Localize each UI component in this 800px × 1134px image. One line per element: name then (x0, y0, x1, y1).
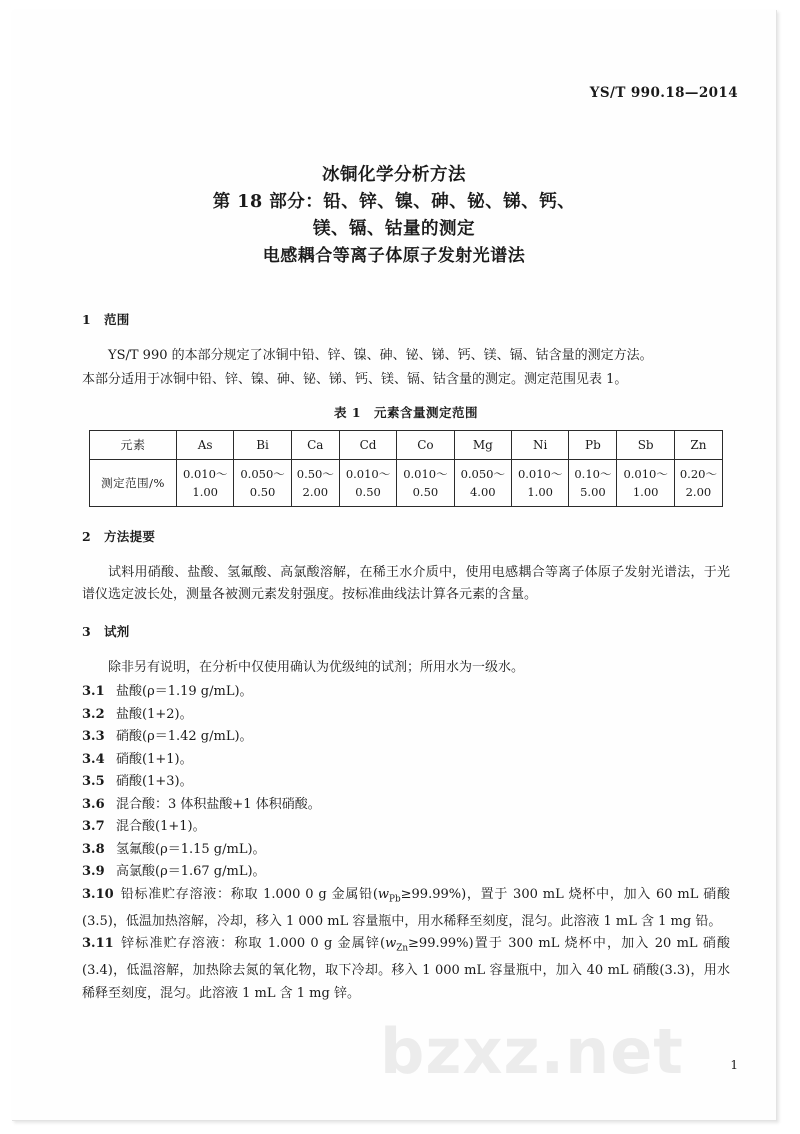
table1-range-sb (617, 460, 674, 507)
range-high-ni: 1.00 (527, 485, 553, 499)
table1-header-as: As (177, 431, 234, 460)
table1-data-rowlabel: 测定范围/% (90, 460, 177, 507)
clause-number-3: 3 (82, 624, 91, 639)
table1-header-zn: Zn (674, 431, 722, 460)
table1-header-bi: Bi (234, 431, 291, 460)
reagent-number-3-5: 3.5 (82, 774, 105, 789)
table1-range-ni (511, 460, 568, 507)
table1-range-pb (569, 460, 617, 507)
reagent-number-3-8: 3.8 (82, 841, 105, 857)
reagent-number-3-1: 3.1 (82, 684, 105, 699)
clause-title-1: 范围 (104, 312, 130, 327)
reagent-number-3-10: 3.10 (82, 886, 114, 902)
table1-range-as (177, 460, 234, 507)
page-number: 1 (730, 1058, 738, 1072)
table1-range-mg (454, 460, 511, 507)
list-item (82, 861, 730, 884)
range-high-zn: 2.00 (685, 485, 712, 499)
page-sheet (12, 10, 777, 1121)
list-item (82, 749, 730, 772)
range-high-pb: 5.00 (580, 485, 606, 499)
table1-range-zn (674, 460, 722, 507)
range-high-co: 0.50 (412, 485, 439, 499)
range-high-cd: 0.50 (355, 485, 381, 499)
table-row (90, 431, 723, 460)
table-row (90, 460, 723, 507)
reagent-number-3-4: 3.4 (82, 751, 105, 767)
range-low-cd: 0.010～ (345, 467, 391, 481)
reagent-subscript-3-11: Zn (396, 943, 409, 954)
range-low-ni: 0.010～ (517, 467, 563, 481)
range-high-as: 1.00 (192, 485, 218, 499)
table1-range-ca (291, 460, 339, 507)
range-low-zn: 0.20～ (679, 467, 717, 481)
range-low-as: 0.010～ (182, 467, 228, 481)
reagent-text-3-3: 硝酸(ρ＝1.42 g/mL)。 (116, 729, 253, 744)
reagent-symbol-3-11: w (385, 936, 397, 952)
range-low-ca: 0.50～ (296, 467, 334, 481)
range-low-bi: 0.050～ (240, 467, 285, 481)
reagent-text-3-11-part2: ≥99.99%)置于 300 mL 烧杯中，加入 20 mL 硝酸(3.4)，低温溶解，加热除去氮的氧化物，取下冷却。移入 1 000 mL 容量瓶中，加入 40 mL 硝酸(3.3)，用水稀释至刻度，混匀。此溶液 1 mL 含 1 mg 锌。 (82, 936, 730, 1001)
reagent-text-3-5: 硝酸(1+3)。 (116, 774, 193, 789)
document-body (82, 310, 730, 1005)
table1-header-ca: Ca (291, 431, 339, 460)
table1-header-sb: Sb (617, 431, 674, 460)
list-item (82, 816, 730, 839)
range-low-mg: 0.050～ (460, 467, 506, 481)
clause-title-3: 试剂 (104, 624, 130, 639)
reagent-text-3-7: 混合酸(1+1)。 (116, 819, 206, 834)
reagent-subscript-3-10: Pb (389, 894, 401, 905)
title-line-1: 冰铜化学分析方法 (322, 165, 466, 185)
reagent-number-3-2: 3.2 (82, 706, 105, 722)
reagent-text-3-8: 氢氟酸(ρ＝1.15 g/mL)。 (116, 841, 266, 857)
range-high-bi: 0.50 (249, 485, 276, 499)
reagents-intro-paragraph: 除非另有说明，在分析中仅使用确认为优级纯的试剂；所用水为一级水。 (108, 660, 525, 675)
table1-header-rowlabel: 元素 (90, 431, 177, 460)
clause-number-1: 1 (82, 312, 91, 327)
reagent-number-3-9: 3.9 (82, 864, 105, 879)
table1-header-co: Co (397, 431, 454, 460)
reagent-text-3-10-part1: 铅标准贮存溶液：称取 1.000 0 g 金属铅( (120, 886, 378, 902)
list-item (82, 681, 730, 704)
title-line-4: 电感耦合等离子体原子发射光谱法 (262, 246, 526, 266)
range-low-co: 0.010～ (403, 467, 448, 481)
clause-heading-reagents (82, 622, 730, 640)
reagent-number-3-7: 3.7 (82, 819, 105, 834)
list-item (82, 884, 730, 934)
table1-element-ranges (89, 430, 723, 507)
scope-paragraph-1: YS/T 990 的本部分规定了冰铜中铅、锌、镍、砷、铋、锑、钙、镁、镉、钴含量的测定方法。 (108, 348, 653, 363)
reagent-number-3-3: 3.3 (82, 729, 105, 744)
list-item (82, 726, 730, 749)
list-item (82, 839, 730, 862)
range-high-ca: 2.00 (302, 485, 329, 499)
document-title-block (12, 162, 776, 270)
reagent-text-3-9: 高氯酸(ρ＝1.67 g/mL)。 (116, 864, 266, 879)
list-item (82, 933, 730, 1005)
table1-range-bi (234, 460, 291, 507)
clause-title-2: 方法提要 (104, 529, 156, 544)
reagent-number-3-6: 3.6 (82, 796, 105, 812)
scope-paragraph-2: 本部分适用于冰铜中铅、锌、镍、砷、铋、锑、钙、镁、镉、钴含量的测定。测定范围见表 1。 (82, 372, 628, 387)
range-low-pb: 0.10～ (574, 467, 612, 481)
table1-caption: 表 1 元素含量测定范围 (333, 405, 479, 420)
clause-heading-scope (82, 310, 730, 328)
reagent-text-3-6: 混合酸：3 体积盐酸+1 体积硝酸。 (116, 796, 321, 812)
list-item (82, 794, 730, 817)
title-line-3: 镁、镉、钴量的测定 (313, 219, 475, 239)
reagent-symbol-3-10: w (377, 886, 390, 902)
title-line-2: 第 18 部分：铅、锌、镍、砷、铋、锑、钙、 (212, 192, 576, 212)
reagent-number-3-11: 3.11 (82, 936, 114, 952)
reagent-text-3-11-part1: 锌标准贮存溶液：称取 1.000 0 g 金属锌( (120, 936, 386, 952)
table1-header-cd: Cd (339, 431, 396, 460)
clause-number-2: 2 (82, 529, 91, 544)
running-header-standard-number: YS/T 990.18—2014 (589, 85, 738, 101)
range-high-sb: 1.00 (632, 485, 659, 499)
table1-range-co (397, 460, 454, 507)
list-item (82, 771, 730, 794)
range-low-sb: 0.010～ (623, 467, 668, 481)
watermark-bzxz: bzxz.net (380, 1015, 684, 1088)
reagent-text-3-2: 盐酸(1+2)。 (116, 706, 193, 722)
principle-paragraph-1: 试料用硝酸、盐酸、氢氟酸、高氯酸溶解，在稀王水介质中，使用电感耦合等离子体原子发射光谱法，于光谱仪选定波长处，测量各被测元素发射强度。按标准曲线法计算各元素的含量。 (82, 565, 730, 602)
range-high-mg: 4.00 (469, 485, 496, 499)
table1-header-ni: Ni (511, 431, 568, 460)
clause-heading-principle (82, 527, 730, 545)
reagent-text-3-1: 盐酸(ρ＝1.19 g/mL)。 (116, 684, 253, 699)
reagent-text-3-10-part2: ≥99.99%)，置于 300 mL 烧杯中，加入 60 mL 硝酸(3.5)，低温加热溶解，冷却，移入 1 000 mL 容量瓶中，用水稀释至刻度，混匀。此溶液 1 mL 含 1 mg 铅。 (82, 886, 730, 929)
table1-range-cd (339, 460, 396, 507)
reagent-text-3-4: 硝酸(1+1)。 (116, 751, 193, 767)
table1-header-pb: Pb (569, 431, 617, 460)
table1-header-mg: Mg (454, 431, 511, 460)
list-item (82, 704, 730, 727)
